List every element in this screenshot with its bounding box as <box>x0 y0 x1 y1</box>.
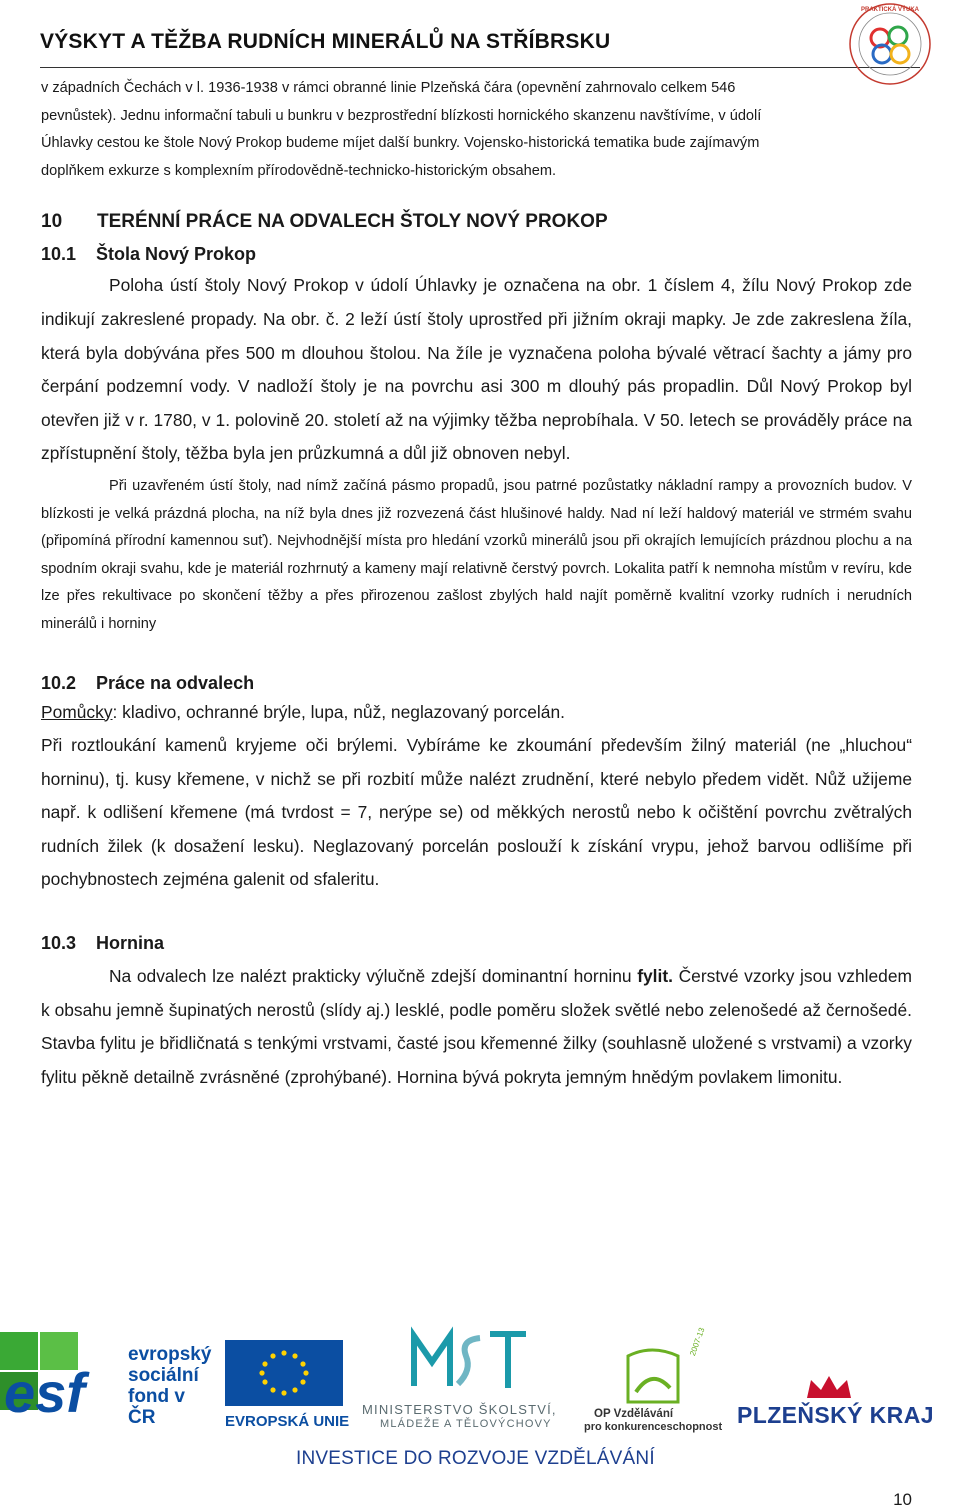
op-vk-emblem-icon <box>622 1348 684 1406</box>
tools-line <box>41 696 912 730</box>
plzensky-kraj-logo <box>737 1372 947 1432</box>
subsection-number: 10.3 <box>41 933 77 954</box>
paragraph-10-3 <box>41 960 912 1094</box>
subsection-number: 10.2 <box>41 672 77 693</box>
page-number: 10 <box>893 1490 912 1509</box>
eu-label: EVROPSKÁ UNIE <box>225 1413 350 1430</box>
tools-label: Pomůcky <box>41 701 113 722</box>
eu-logo <box>225 1340 355 1430</box>
msmt-line-1: MINISTERSTVO ŠKOLSTVÍ, <box>362 1402 557 1417</box>
subsection-number: 10.1 <box>41 244 77 265</box>
intro-line-1: v západních Čechách v l. 1936-1938 v rámci obranné linie Plzeňská čára (opevnění zahrnovalo celkem 546 <box>41 80 736 96</box>
paragraph-10-3-a: Na odvalech lze nalézt prakticky výlučně zdejší dominantní horninu <box>109 966 638 987</box>
tools-text: : kladivo, ochranné brýle, lupa, nůž, neglazovaný porcelán. <box>112 701 565 722</box>
section-title: TERÉNNÍ PRÁCE NA ODVALECH ŠTOLY NOVÝ PROKOP <box>97 211 608 233</box>
slogan: INVESTICE DO ROZVOJE VZDĚLÁVÁNÍ <box>296 1448 655 1469</box>
paragraph-10-1-b: Při uzavřeném ústí štoly, nad nímž začíná pásmo propadů, jsou patrné pozůstatky nákladní rampy a provozních budov. V blízkosti je velká prázdná plocha, na níž byla dnes již rozvezená část hlušinové haldy. Nad ní leží haldový materiál ve strmém svahu (připomíná přírodní kamennou suť). Nejvhodnější místa pro hledání vzorků minerálů jsou při okrajích lemujících prázdnou plochu a na spodním okraji svahu, kde je materiál rozhrnutý a kameny mají relativně čerstvý povrch. Lokalita patří k nemnoha místům v revíru, kde lze přes rekultivace po skončení těžby a přes přirozenou zašlost zbylých hald najít poměrně kvalitní vzorky rudních i nerudních minerálů i horniny <box>41 477 912 632</box>
intro-line-2: pevnůstek). Jednu informační tabuli u bunkru v bezprostřední blízkosti hornického skanzenu navštívíme, v údolí <box>41 107 762 124</box>
crown-icon <box>803 1372 855 1402</box>
subsection-10-2-heading <box>41 673 912 694</box>
paragraph-10-1: Poloha ústí štoly Nový Prokop v údolí Úhlavky je označena na obr. 1 číslem 4, žílu Nový Prokop zde indikují zakreslené propady. Na obr. č. 2 leží ústí štoly uprostřed při jižním okraji mapky. Je zde zakreslena žíla, která byla dobývána přes 500 m dlouhou štolou. Na žíle je vyznačena poloha bývalé větrací šachty a jámy pro čerpání podzemní vody. V nadloží štoly je na povrchu asi 300 m dlouhý pás propadlin. Důl Nový Prokop byl otevřen již v r. 1780, v 1. polovině 20. století až na výjimky těžba neprobíhala. V 50. letech se prováděly práce na zpřístupnění štoly, těžba byla jen průzkumná a důl již obnoven nebyl. <box>41 275 912 464</box>
fylit-term: fylit. <box>637 966 673 987</box>
msmt-logo <box>362 1326 577 1436</box>
op-line-2: pro konkurenceschopnost <box>584 1421 723 1433</box>
subsection-title: Práce na odvalech <box>96 672 255 693</box>
subsection-title: Hornina <box>96 933 165 954</box>
op-line-1: OP Vzdělávání <box>594 1408 674 1420</box>
esf-line-3: fond v ČR <box>128 1386 185 1428</box>
intro-paragraph <box>41 75 912 185</box>
op-years: 2007-13 <box>688 1326 707 1358</box>
svg-text:esf: esf <box>4 1361 85 1422</box>
document-body <box>41 75 912 1094</box>
esf-logo <box>0 1332 215 1428</box>
msmt-line-2: MLÁDEŽE A TĚLOVÝCHOVY <box>380 1418 552 1430</box>
header-rule <box>40 67 920 68</box>
msmt-monogram-icon <box>410 1326 530 1398</box>
svg-text:PRAKTICKÁ VÝUKA: PRAKTICKÁ VÝUKA <box>860 7 920 13</box>
subsection-10-3-heading <box>41 933 912 954</box>
praktika-logo <box>848 2 932 86</box>
section-number: 10 <box>41 211 63 233</box>
op-vk-logo <box>582 1326 727 1438</box>
subsection-10-1-heading <box>41 244 912 265</box>
esf-line-1: evropský <box>128 1344 212 1365</box>
eu-flag-icon <box>225 1340 343 1406</box>
section-10-heading <box>41 211 912 233</box>
paragraph-10-3-b: Čerstvé vzorky jsou vzhledem k obsahu jemně šupinatých nerostů (slídy aj.) lesklé, podle poměru složek světlé nebo zelenošedé až černošedé. Stavba fylitu je břidličnatá s tenkými vrstvami, časté jsou křemenné žilky (souhlasně uložené s vrstvami) a vzorky fylitu pěkně detailně zvrásněné (zprohýbané). Hornina bývá pokryta jemným hnědým povlakem limonitu. <box>41 966 912 1087</box>
pk-label: PLZEŇSKÝ KRAJ <box>737 1402 934 1428</box>
page-title: VÝSKYT A TĚŽBA RUDNÍCH MINERÁLŮ NA STŘÍBRSKU <box>40 30 611 53</box>
intro-line-4: doplňkem exkurze s komplexním přírodovědně-technicko-historickým obsahem. <box>41 162 557 179</box>
page-footer <box>0 1320 960 1512</box>
intro-line-3: Úhlavky cestou ke štole Nový Prokop budeme míjet další bunkry. Vojensko-historická tematika bude zajímavým <box>41 135 760 152</box>
subsection-title: Štola Nový Prokop <box>96 244 257 265</box>
esf-line-2: sociální <box>128 1365 199 1386</box>
paragraph-10-2: Při roztloukání kamenů kryjeme oči brýlemi. Vybíráme ke zkoumání především žilný materiál (ne „hluchou“ horninu), tj. kusy křemene, v nichž se při rozbití může nalézt zrudnění, které nebylo předem vidět. Nůž užijeme např. k odlišení křemene (má tvrdost = 7, nerýpe se) od měkkých nerostů nebo k očištění povrchu zvětralých rudních žilek (k dosažení lesku). Neglazovaný porcelán poslouží k získání vrypu, jehož barvou odlišíme při pochybnostech zejména galenit od sfaleritu. <box>41 735 912 890</box>
